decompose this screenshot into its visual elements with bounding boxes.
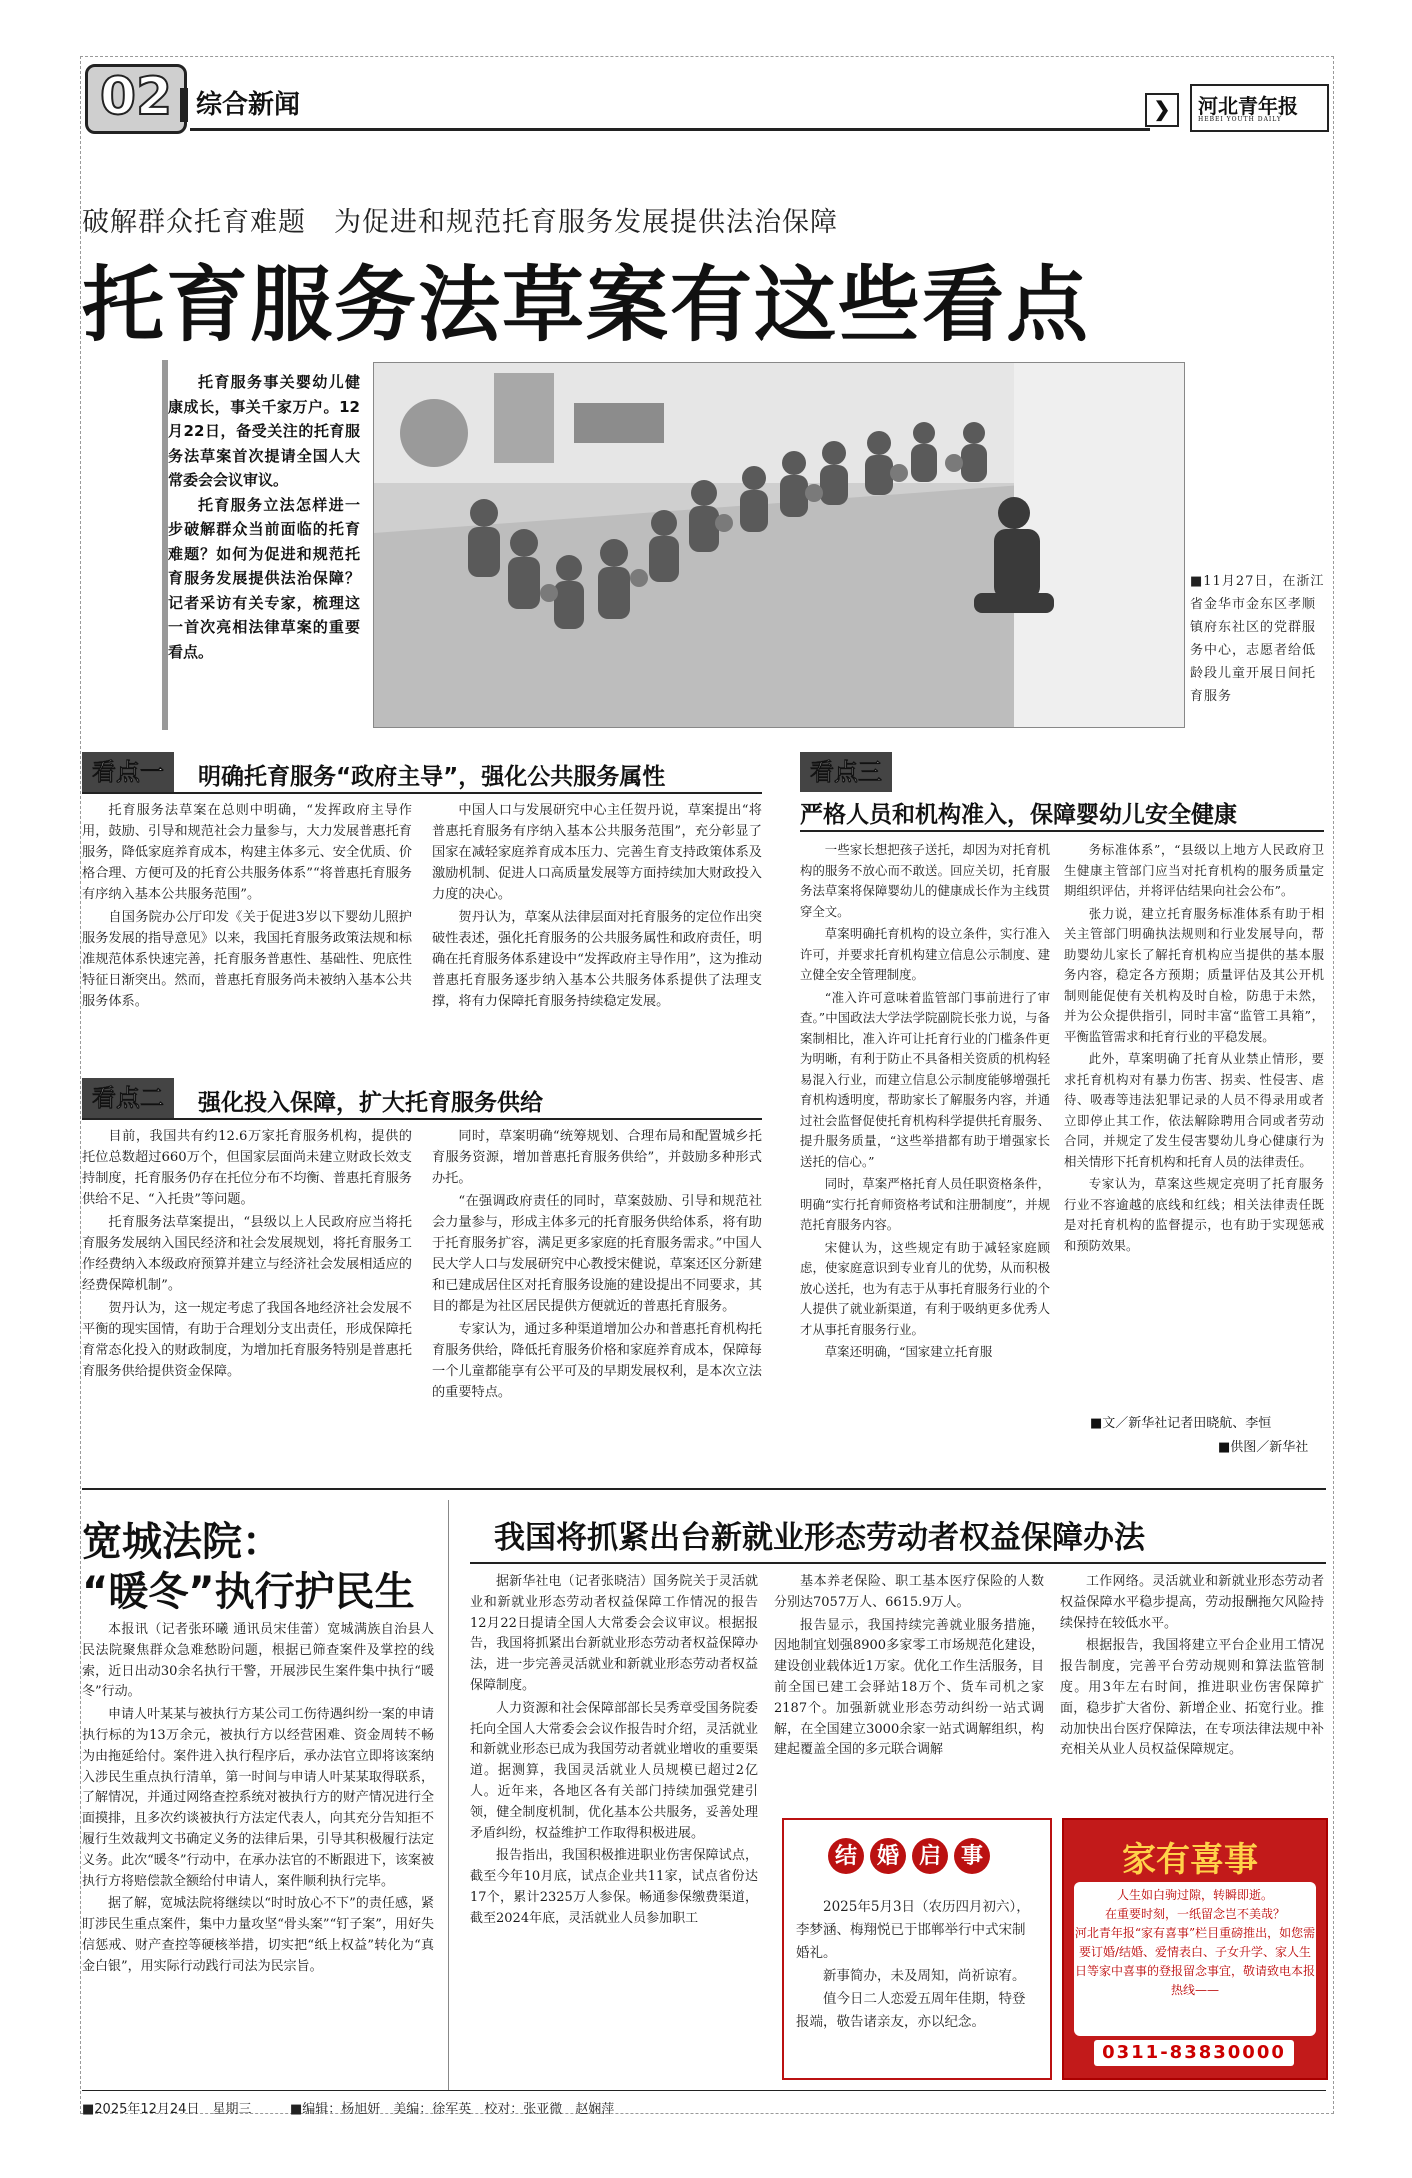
joy-line: 人生如白驹过隙，转瞬即逝。 [1116,1888,1273,1902]
paragraph: 同时，草案严格托育人员任职资格条件，明确“实行托育师资格考试和注册制度”，并规范托育服务内容。 [800,1176,1050,1232]
photo-caption: ■11月27日，在浙江省金华市金东区孝顺镇府东社区的党群服务中心，志愿者给低龄段儿童开展日间托育服务 [1190,574,1325,704]
footer-editors: ■编辑：杨旭妍 美编：徐军英 校对：张亚微 赵娴萍 [290,2102,615,2117]
paragraph: 根据报告，我国将建立平台企业用工情况报告制度，完善平台劳动规则和算法监管制度。用3年左右时间，推进职业伤害保障扩面，稳步扩大省份、新增企业、拓宽行业。推动加快出台医疗保障法，在专项法律法规中补充相关从业人员权益保障规定。 [1060,1638,1324,1758]
paragraph: 报告指出，我国积极推进职业伤害保障试点，截至今年10月底，试点企业共11家，试点省份达17个，累计2325万人参保。畅通参保缴费渠道，截至2024年底，灵活就业人员参加职工 [470,1848,758,1926]
paragraph: 值今日二人恋爱五周年佳期，特登报端，敬告诸亲友，亦以纪念。 [796,1991,1026,2030]
paragraph: 专家认为，通过多种渠道增加公办和普惠托育机构托育服务供给，降低托育服务价格和家庭养育成本，保障每一个儿童都能享有公平可及的早期发展权利，是本次立法的重要特点。 [432,1322,762,1400]
section-divider [82,1488,1326,1490]
jobs-column-1 [470,1572,758,1932]
lead-paragraphs [168,370,360,664]
point2-title: 强化投入保障，扩大托育服务供给 [198,1090,543,1116]
section-name: 综合新闻 [196,90,301,120]
lead-paragraph: 托育服务立法怎样进一步破解群众当前面临的托育难题？如何为促进和规范托育服务发展提供法治保障？记者采访有关专家，梳理这一首次亮相法律草案的重要看点。 [168,495,360,661]
paragraph: 报告显示，我国持续完善就业服务措施，因地制宜划强8900多家零工市场规范化建设，建设创业载体近1万家。优化工作生活服务，目前全国已建工会驿站18万个、货车司机之家2187个。加强新就业形态劳动纠纷一站式调解，在全国建立3000余家一站式调解组织，构建起覆盖全国的多元联合调解 [774,1617,1044,1758]
paragraph: 目前，我国共有约12.6万家托育服务机构，提供的托位总数超过660万个，但国家层面尚未建立财政长效支持制度，托育服务仍存在托位分布不均衡、普惠托育服务供给不足、“入托贵”等问题。 [82,1129,412,1207]
jobs-headline: 我国将抓紧出台新就业形态劳动者权益保障办法 [494,1520,1145,1556]
paragraph: 专家认为，草案这些规定亮明了托育服务行业不容逾越的底线和红线；相关法律责任既是对托育机构的监督提示，也有助于实现惩戒和预防效果。 [1064,1176,1324,1253]
kicker: 破解群众托育难题 为促进和规范托育服务发展提供法治保障 [82,207,838,238]
wedding-body [796,1896,1036,2034]
court-headline-2: “暖冬”执行护民生 [82,1569,415,1615]
paragraph: 同时，草案明确“统筹规划、合理布局和配置城乡托育服务资源，增加普惠托育服务供给”，并鼓励多种形式办托。 [432,1129,762,1186]
paragraph: “准入许可意味着监管部门事前进行了审查。”中国政法大学法学院副院长张力说，与备案制相比，准入许可让托育行业的门槛条件更为明晰，有利于防止不具备相关资质的机构轻易混入行业，而建立信息公示制度能够增强托育机构透明度，帮助家长了解服务内容，并通过社会监督促使托育机构科学提供托育服务、提升服务质量，“这些举措都有助于增强家长送托的信心。” [800,989,1050,1169]
point3-tag: 看点三 [800,752,892,792]
jobs-column-3 [1060,1572,1324,1763]
joy-line: 河北青年报“家有喜事”栏目重磅推出，如您需要订婚/结婚、爱情表白、子女升学、家人生日等家中喜事的登报留念事宜，敬请致电本报热线—— [1074,1926,1316,1997]
paragraph: 托育服务法草案在总则中明确，“发挥政府主导作用，鼓励、引导和规范社会力量参与，大力发展普惠托育服务，降低家庭养育成本，构建主体多元、安全优质、价格合理、方便可及的托育公共服务体系”“将普惠托育服务有序纳入基本公共服务范围”。 [82,803,412,902]
title-char: 事 [954,1838,990,1874]
news-photo [373,362,1185,728]
paragraph: 贺丹认为，草案从法律层面对托育服务的定位作出突破性表述，强化托育服务的公共服务属性和政府责任，明确在托育服务体系建设中“发挥政府主导作用”，这为推动普惠托育服务逐步纳入基本公共服务体系提供了法理支撑，将有力保障托育服务持续稳定发展。 [432,910,762,1009]
newspaper-logo [1190,84,1329,132]
section-marker [180,88,188,122]
paragraph: 草案明确托育机构的设立条件，实行准入许可，并要求托育机构建立信息公示制度、建立健全安全管理制度。 [800,926,1050,982]
title-char: 启 [912,1838,948,1874]
paragraph: 张力说，建立托育服务标准体系有助于相关主管部门明确执法规则和行业发展导向，帮助婴幼儿家长了解托育机构应当提供的基本服务内容，稳定各方预期；质量评估及其公开机制则能促使有关机构及时自检，防患于未然，并为公众提供指引，同时丰富“监管工具箱”，平衡监管需求和托育行业的平稳发展。 [1064,905,1324,1044]
paragraph: 中国人口与发展研究中心主任贺丹说，草案提出“将普惠托育服务有序纳入基本公共服务范围”，充分彰显了国家在减轻家庭养育成本压力、完善生育支持政策体系及激励机制、促进人口高质量发展等方面持续加大财政投入力度的决心。 [432,803,762,902]
lead-paragraph: 托育服务事关婴幼儿健康成长，事关千家万户。12月22日，备受关注的托育服务法草案首次提请全国人大常委会会议审议。 [168,373,360,489]
paragraph: 新事简办，未及周知，尚祈谅宥。 [823,1968,1026,1984]
point1-title: 明确托育服务“政府主导”，强化公共服务属性 [198,764,666,790]
byline-writers: ■文／新华社记者田晓航、李恒 [1090,1416,1272,1431]
paragraph: 2025年5月3日（农历四月初六），李梦涵、梅翔悦已于邯郸举行中式宋制婚礼。 [796,1899,1030,1961]
paragraph: 申请人叶某某与被执行方某公司工伤待遇纠纷一案的申请执行标的为13万余元，被执行方以经营困难、资金周转不畅为由拖延给付。案件进入执行程序后，承办法官立即将该案纳入涉民生重点执行清单，第一时间与申请人叶某某取得联系，了解情况，并通过网络查控系统对被执行方的财产情况进行全面摸排，且多次约谈被执行方法定代表人，向其充分告知拒不履行生效裁判文书确定义务的法律后果，引导其积极履行法定义务。此次“暖冬”行动中，在承办法官的不断跟进下，该案被执行方将赔偿款全额给付申请人，案件顺利执行完毕。 [82,1707,434,1889]
byline-photo: ■供图／新华社 [1218,1440,1309,1455]
paragraph: 宋健认为，这些规定有助于减轻家庭顾虑，使家庭意识到专业育儿的优势，从而积极放心送托，也为有志于从事托育服务行业的个人提供了就业新渠道，有利于吸纳更多优秀人才从事托育服务行业。 [800,1239,1050,1337]
headline: 托育服务法草案有这些看点 [82,258,1091,353]
paragraph: “在强调政府责任的同时，草案鼓励、引导和规范社会力量参与，形成主体多元的托育服务供给体系，将有助于托育服务扩容，满足更多家庭的托育服务需求。”中国人民大学人口与发展研究中心教授宋健说，草案还区分新建和已建成居住区对托育服务设施的建设提出不同要求，其目的都是为社区居民提供方便就近的普惠托育服务。 [432,1194,762,1314]
paragraph: 工作网络。灵活就业和新就业形态劳动者权益保障水平稳步提高，劳动报酬拖欠风险持续保持在较低水平。 [1060,1574,1324,1631]
photo-illustration [374,363,1184,727]
page-number: 02 [85,64,187,134]
column-divider [448,1500,449,2090]
point2-tag: 看点二 [82,1078,174,1118]
paragraph: 据新华社电（记者张晓洁）国务院关于灵活就业和新就业形态劳动者权益保障工作情况的报告12月22日提请全国人大常委会会议审议。根据报告，我国将抓紧出台新就业形态劳动者权益保障办法，进一步完善灵活就业和新就业形态劳动者权益保障制度。 [470,1574,758,1693]
paragraph: 务标准体系”，“县级以上地方人民政府卫生健康主管部门应当对托育机构的服务质量定期组织评估，并将评估结果向社会公布”。 [1064,842,1324,898]
joy-text-box [1074,1882,1316,2036]
paragraph: 托育服务法草案提出，“县级以上人民政府应当将托育服务发展纳入国民经济和社会发展规划，将托育服务工作经费纳入本级政府预算并建立与经济社会发展相适应的经费保障机制”。 [82,1215,412,1293]
court-headline-1: 宽城法院： [82,1519,282,1565]
point3-column-2 [1064,840,1324,1258]
section-bar [190,84,1150,131]
wedding-notice [782,1818,1052,2080]
paragraph: 一些家长想把孩子送托，却因为对托育机构的服务不放心而不敢送。回应关切，托育服务法草案将保障婴幼儿的健康成长作为主线贯穿全文。 [800,842,1050,919]
point2-rule [82,1118,762,1120]
point1-tag: 看点一 [82,752,174,792]
point3-title: 严格人员和机构准入，保障婴幼儿安全健康 [800,802,1237,828]
logo-main-text: 河北青年报 [1198,94,1298,118]
footer-rule [82,2090,1326,2091]
point2-column-2 [432,1126,762,1405]
paragraph: 此外，草案明确了托育从业禁止情形，要求托育机构对有暴力伤害、拐卖、性侵害、虐待、吸毒等违法犯罪记录的人员不得录用或者立即停止其工作，依法解除聘用合同或者劳动合同，并规定了发生侵害婴幼儿身心健康行为相关情形下托育机构和托育人员的法律责任。 [1064,1051,1324,1169]
point2-column-1 [82,1126,412,1384]
jobs-rule [470,1562,1326,1564]
paragraph: 自国务院办公厅印发《关于促进3岁以下婴幼儿照护服务发展的指导意见》以来，我国托育服务政策法规和标准规范体系快速完善，托育服务普惠性、基础性、兜底性特征日渐突出。然而，普惠托育服务尚未被纳入基本公共服务体系。 [82,910,412,1009]
logo-sub-text: HEBEI YOUTH DAILY [1198,116,1282,123]
wedding-title [828,1838,990,1874]
title-char: 婚 [870,1838,906,1874]
paragraph: 贺丹认为，这一规定考虑了我国各地经济社会发展不平衡的现实国情，有助于合理划分支出责任，形成保障托育常态化投入的财政制度，为增加托育服务特别是普惠托育服务供给提供资金保障。 [82,1301,412,1379]
court-story-body [82,1620,434,1980]
chevron-right-icon: ❯ [1145,93,1179,127]
paragraph: 本报讯（记者张环曦 通讯员宋佳蕾）宽城满族自治县人民法院聚焦群众急难愁盼问题，根据已筛查案件及掌控的线索，近日出动30余名执行干警，开展涉民生案件集中执行“暖冬”行动。 [82,1622,434,1700]
paragraph: 人力资源和社会保障部部长吴秀章受国务院委托向全国人大常委会会议作报告时介绍，灵活就业和新就业形态已成为我国劳动者就业增收的重要渠道。据测算，我国灵活就业人员规模已超过2亿人。近年来，各地区各有关部门持续加强党建引领，健全制度机制，优化基本公共服务，妥善处理矛盾纠纷，权益维护工作取得积极进展。 [470,1700,758,1841]
paragraph: 据了解，宽城法院将继续以“时时放心不下”的责任感，紧盯涉民生重点案件，集中力量攻坚“骨头案”“钉子案”，用好失信惩戒、财产查控等硬核举措，切实把“纸上权益”转化为“真金白银”，用实际行动践行司法为民宗旨。 [82,1896,434,1974]
point1-rule [82,792,762,794]
paragraph: 草案还明确，“国家建立托育服 [824,1344,993,1359]
joy-ad [1062,1818,1328,2080]
point3-rule [800,830,1324,832]
joy-title: 家有喜事 [1122,1840,1258,1880]
point1-column-2 [432,800,762,1014]
joy-line: 在重要时刻，一纸留念岂不美哉？ [1104,1907,1285,1921]
jobs-column-2 [774,1572,1044,1763]
paragraph: 基本养老保险、职工基本医疗保险的人数分别达7057万人、6615.9万人。 [774,1574,1044,1610]
title-char: 结 [828,1838,864,1874]
point3-column-1 [800,840,1050,1365]
joy-phone: 0311-83830000 [1094,2040,1294,2066]
footer-date: ■2025年12月24日 星期三 [82,2102,252,2117]
point1-column-1 [82,800,412,1014]
